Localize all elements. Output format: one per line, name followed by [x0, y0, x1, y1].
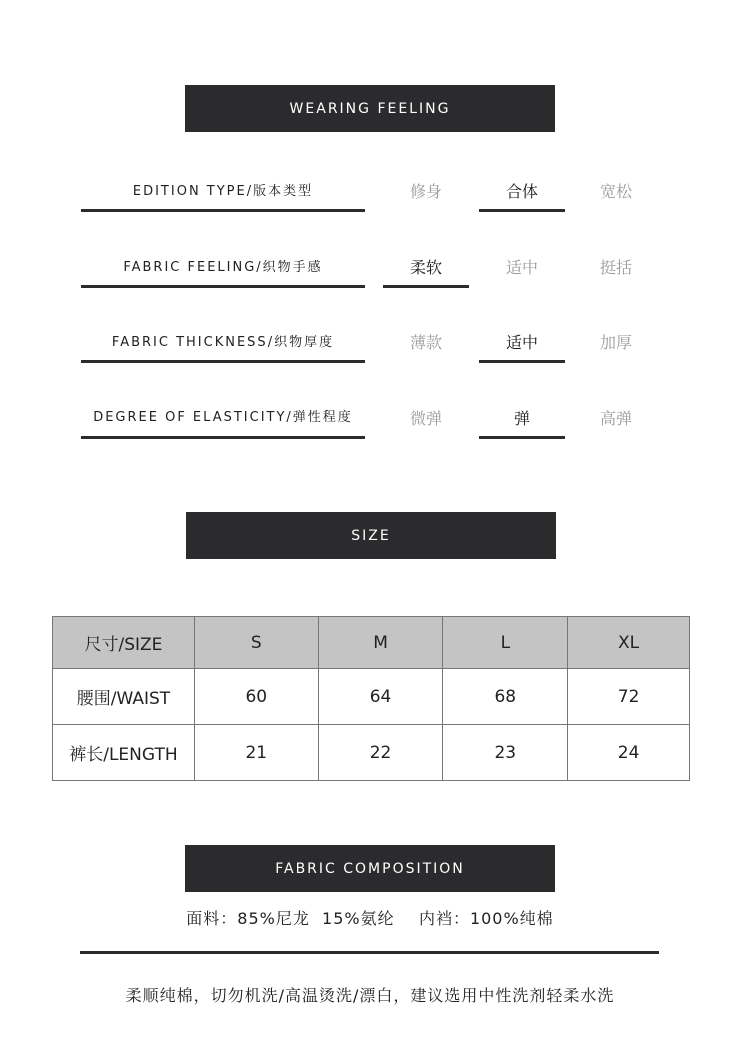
attr-underline	[81, 360, 365, 363]
option-regular-selected: 合体	[505, 182, 538, 201]
option-high-stretch: 高弹	[599, 409, 632, 428]
selected-underline	[479, 360, 565, 363]
size-header-cell: M	[318, 617, 443, 669]
option-thin: 薄款	[409, 333, 442, 352]
attr-label-edition-type: EDITION TYPE/版本类型	[132, 184, 314, 199]
size-header-cell: 尺寸/SIZE	[53, 617, 195, 669]
fabric-composition-banner	[185, 845, 555, 892]
table-cell: 72	[568, 669, 690, 725]
option-soft-selected: 柔软	[409, 258, 442, 277]
table-cell: 64	[318, 669, 443, 725]
attr-label-elasticity: DEGREE OF ELASTICITY/弹性程度	[93, 410, 353, 425]
option-fitted: 修身	[409, 182, 442, 201]
table-row	[53, 669, 690, 725]
size-table	[52, 616, 690, 781]
option-medium-selected: 适中	[505, 333, 538, 352]
size-header-cell: L	[443, 617, 568, 669]
option-medium: 适中	[505, 258, 538, 277]
wearing-feeling-title: WEARING FEELING	[289, 100, 451, 117]
attr-label-fabric-feeling: FABRIC FEELING/织物手感	[123, 260, 323, 275]
table-cell: 22	[318, 725, 443, 781]
table-cell: 23	[443, 725, 568, 781]
attr-underline	[81, 209, 365, 212]
selected-underline	[479, 436, 565, 439]
wearing-feeling-banner	[185, 85, 555, 132]
size-header-cell: XL	[568, 617, 690, 669]
option-loose: 宽松	[599, 182, 632, 201]
care-instructions: 柔顺纯棉，切勿机洗/高温烫洗/漂白，建议选用中性洗剂轻柔水洗	[125, 986, 615, 1005]
table-row	[53, 725, 690, 781]
selected-underline	[479, 209, 565, 212]
attr-underline	[81, 436, 365, 439]
table-cell: 60	[194, 669, 318, 725]
composition-text: 面料：85%尼龙 15%氨纶 内裆：100%纯棉	[186, 909, 554, 928]
size-banner	[186, 512, 556, 559]
size-header-cell: S	[194, 617, 318, 669]
option-slight-stretch: 微弹	[409, 409, 442, 428]
selected-underline	[383, 285, 469, 288]
table-cell: 21	[194, 725, 318, 781]
option-stretch-selected: 弹	[513, 409, 530, 428]
section-divider	[80, 951, 659, 954]
fabric-composition-title: FABRIC COMPOSITION	[275, 860, 465, 877]
size-table-header-row	[53, 617, 690, 669]
attr-label-fabric-thickness: FABRIC THICKNESS/织物厚度	[111, 335, 335, 350]
option-stiff: 挺括	[599, 258, 632, 277]
table-cell: 裤长/LENGTH	[53, 725, 195, 781]
table-cell: 68	[443, 669, 568, 725]
table-cell: 腰围/WAIST	[53, 669, 195, 725]
size-title: SIZE	[351, 527, 391, 544]
table-cell: 24	[568, 725, 690, 781]
attr-underline	[81, 285, 365, 288]
option-thick: 加厚	[599, 333, 632, 352]
